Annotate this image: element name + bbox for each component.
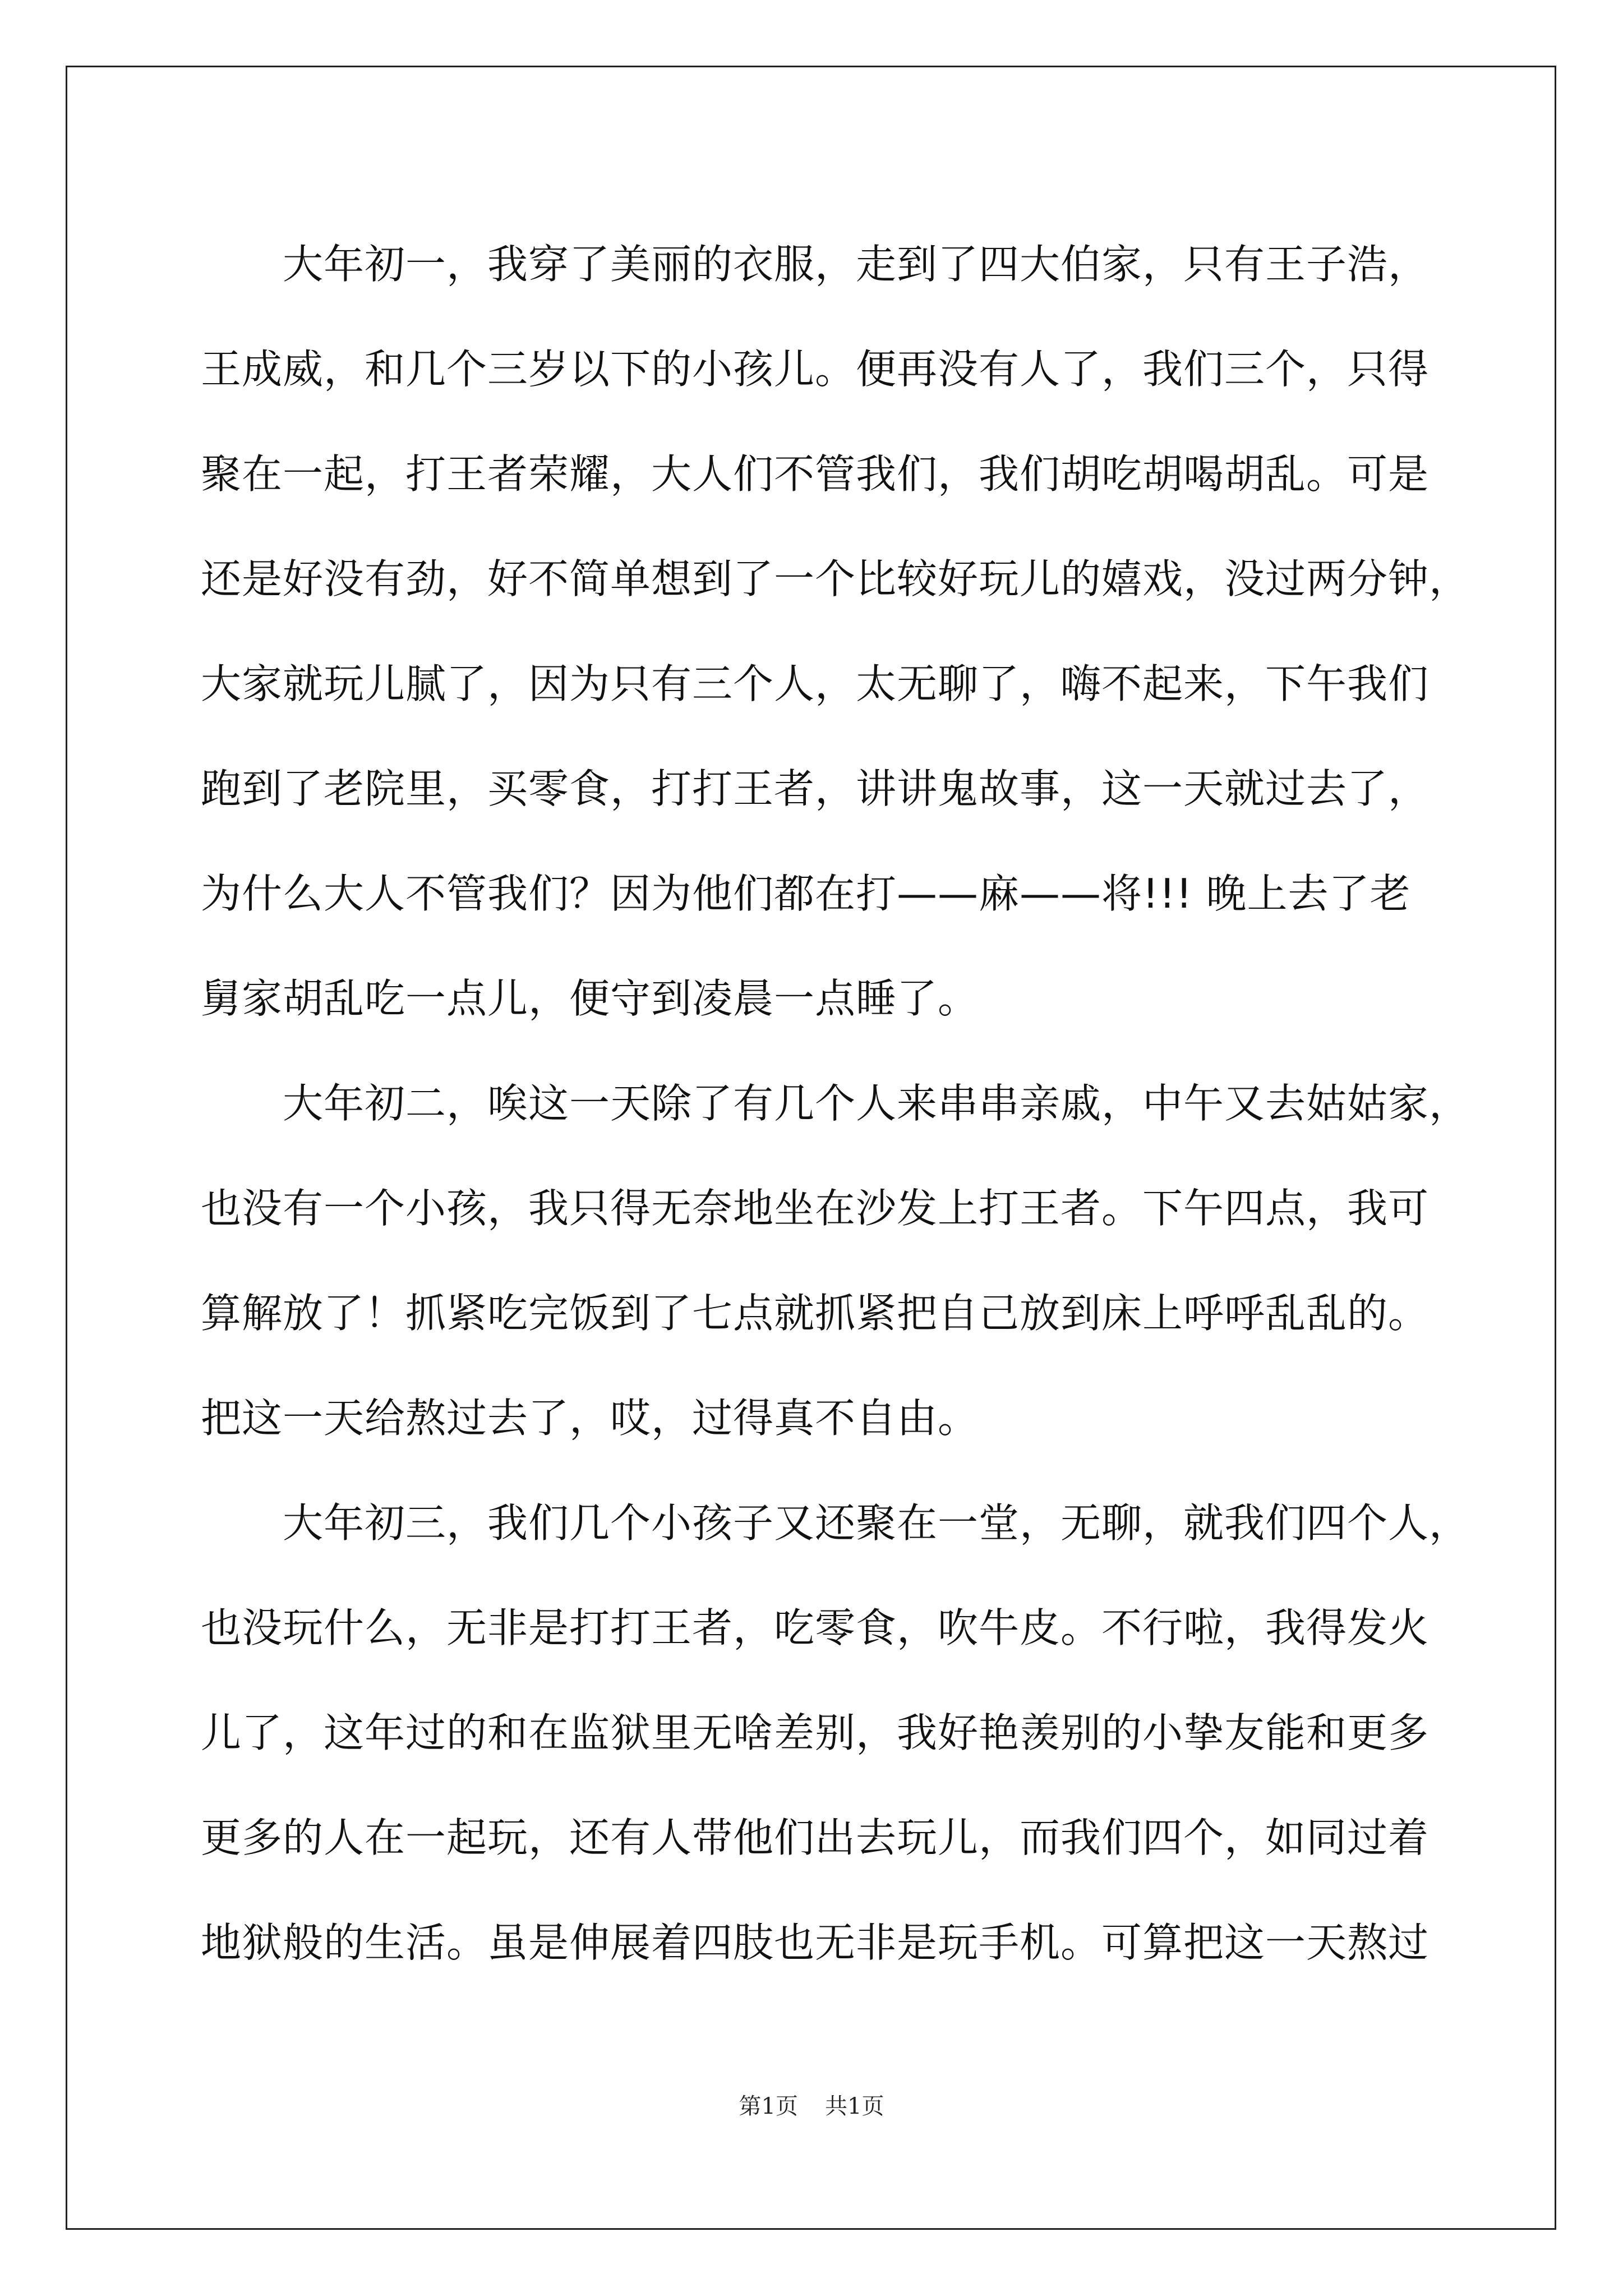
paragraph-line: 儿了，这年过的和在监狱里无啥差别，我好艳羡别的小挚友能和更多 [201,1709,1430,1756]
paragraph-line: 为什么大人不管我们？因为他们都在打——麻——将!!! 晚上去了老 [201,870,1411,917]
page-number: 第1页 [739,2093,798,2119]
paragraph-line: 王成威，和几个三岁以下的小孩儿。便再没有人了，我们三个，只得 [201,346,1430,393]
paragraph-line: 大年初三，我们几个小孩子又还聚在一堂，无聊，就我们四个人， [283,1499,1470,1547]
page-footer [0,2090,1623,2123]
paragraph-line: 大家就玩儿腻了，因为只有三个人，太无聊了，嗨不起来，下午我们 [201,660,1430,707]
paragraph-1 [201,212,1470,1051]
paragraph-line: 大年初一，我穿了美丽的衣服，走到了四大伯家，只有王子浩， [283,241,1430,288]
paragraph-line: 大年初二，唉这一天除了有几个人来串串亲戚，中午又去姑姑家， [283,1080,1470,1127]
paragraph-3 [201,1471,1470,1995]
paragraph-line: 算解放了！抓紧吃完饭到了七点就抓紧把自己放到床上呼呼乱乱的。 [201,1290,1430,1337]
document-body [201,212,1470,1995]
paragraph-2 [201,1051,1470,1471]
paragraph-line: 地狱般的生活。虽是伸展着四肢也无非是玩手机。可算把这一天熬过 [201,1919,1430,1966]
paragraph-line: 舅家胡乱吃一点儿，便守到凌晨一点睡了。 [201,975,979,1022]
paragraph-line: 也没玩什么，无非是打打王者，吃零食，吹牛皮。不行啦，我得发火 [201,1604,1430,1651]
page-total: 共1页 [825,2093,884,2119]
paragraph-line: 还是好没有劲，好不简单想到了一个比较好玩儿的嬉戏，没过两分钟， [201,555,1470,602]
paragraph-line: 跑到了老院里，买零食，打打王者，讲讲鬼故事，这一天就过去了， [201,765,1430,812]
paragraph-line: 更多的人在一起玩，还有人带他们出去玩儿，而我们四个，如同过着 [201,1814,1430,1861]
paragraph-line: 也没有一个小孩，我只得无奈地坐在沙发上打王者。下午四点，我可 [201,1185,1430,1232]
paragraph-line: 聚在一起，打王者荣耀，大人们不管我们，我们胡吃胡喝胡乱。可是 [201,450,1430,498]
paragraph-line: 把这一天给熬过去了，哎，过得真不自由。 [201,1395,979,1442]
